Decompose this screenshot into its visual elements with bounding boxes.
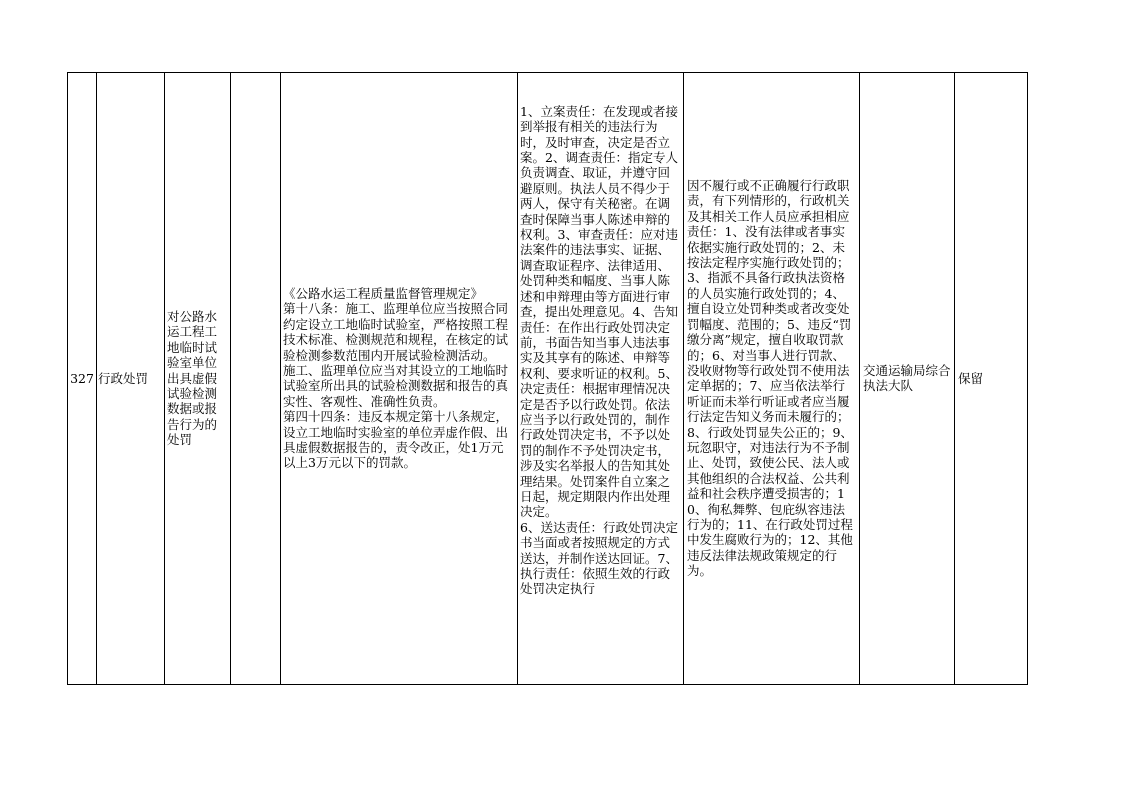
table-row (68, 73, 1028, 685)
power-category: 行政处罚 (97, 73, 165, 685)
legal-basis: 《公路水运工程质量监督管理规定》 第十八条：施工、监理单位应当按照合同约定设立工地临时试验室，严格按照工程技术标准、检测规范和规程，在核定的试验检测参数范围内开展试验检测活动。 施工、监理单位应当对其设立的工地临时试验室所出具的试验检测数据和报告的真实性、客观性、准确性负责。 第四十四条：违反本规定第十八条规定，设立工地临时实验室的单位弄虚作假、出具虚假数据报告的，责令改正，处1万元以上3万元以下的罚款。 (281, 73, 518, 685)
power-list-table (67, 72, 1028, 685)
sub-item (231, 73, 281, 685)
item-name: 对公路水运工程工地临时试验室单位出具虚假试验检测数据或报告行为的处罚 (165, 73, 231, 685)
remark: 保留 (955, 73, 1028, 685)
accountability: 因不履行或不正确履行行政职责，有下列情形的，行政机关及其相关工作人员应承担相应责任：1、没有法律或者事实依据实施行政处罚的；2、未按法定程序实施行政处罚的；3、指派不具备行政执法资格的人员实施行政处罚的；4、擅自设立处罚种类或者改变处罚幅度、范围的；5、违反“罚缴分离”规定，擅自收取罚款的；6、对当事人进行罚款、没收财物等行政处罚不使用法定单据的；7、应当依法举行听证而未举行听证或者应当履行法定告知义务而未履行的；8、行政处罚显失公正的；9、玩忽职守，对违法行为不予制止、处罚，致使公民、法人或其他组织的合法权益、公共利益和社会秩序遭受损害的；10、徇私舞弊、包庇纵容违法行为的；11、在行政处罚过程中发生腐败行为的；12、其他违反法律法规政策规定的行为。 (684, 73, 860, 685)
row-number: 327 (68, 73, 97, 685)
duties-text: 1、立案责任：在发现或者接到举报有相关的违法行为时，及时审查，决定是否立案。2、调查责任：指定专人负责调查、取证，并遵守回避原则。执法人员不得少于两人，保守有关秘密。在调查时保障当事人陈述申辩的权利。3、审查责任：应对违法案件的违法事实、证据、调查取证程序、法律适用、处罚种类和幅度、当事人陈述和申辩理由等方面进行审查，提出处理意见。4、告知责任：在作出行政处罚决定前，书面告知当事人违法事实及其享有的陈述、申辩等权利、要求听证的权利。5、决定责任：根据审理情况决定是否予以行政处罚。依法应当予以行政处罚的，制作行政处罚决定书，不予以处罚的制作不予处罚决定书，涉及实名举报人的告知其处理结果。处罚案件自立案之日起，规定期限内作出处理决定。 6、送达责任：行政处罚决定书当面或者按照规定的方式送达，并制作送达回证。7、执行责任：依照生效的行政处罚决定执行 (520, 103, 678, 597)
responsible-department: 交通运输局综合执法大队 (860, 73, 955, 685)
duties-cell (518, 73, 684, 685)
